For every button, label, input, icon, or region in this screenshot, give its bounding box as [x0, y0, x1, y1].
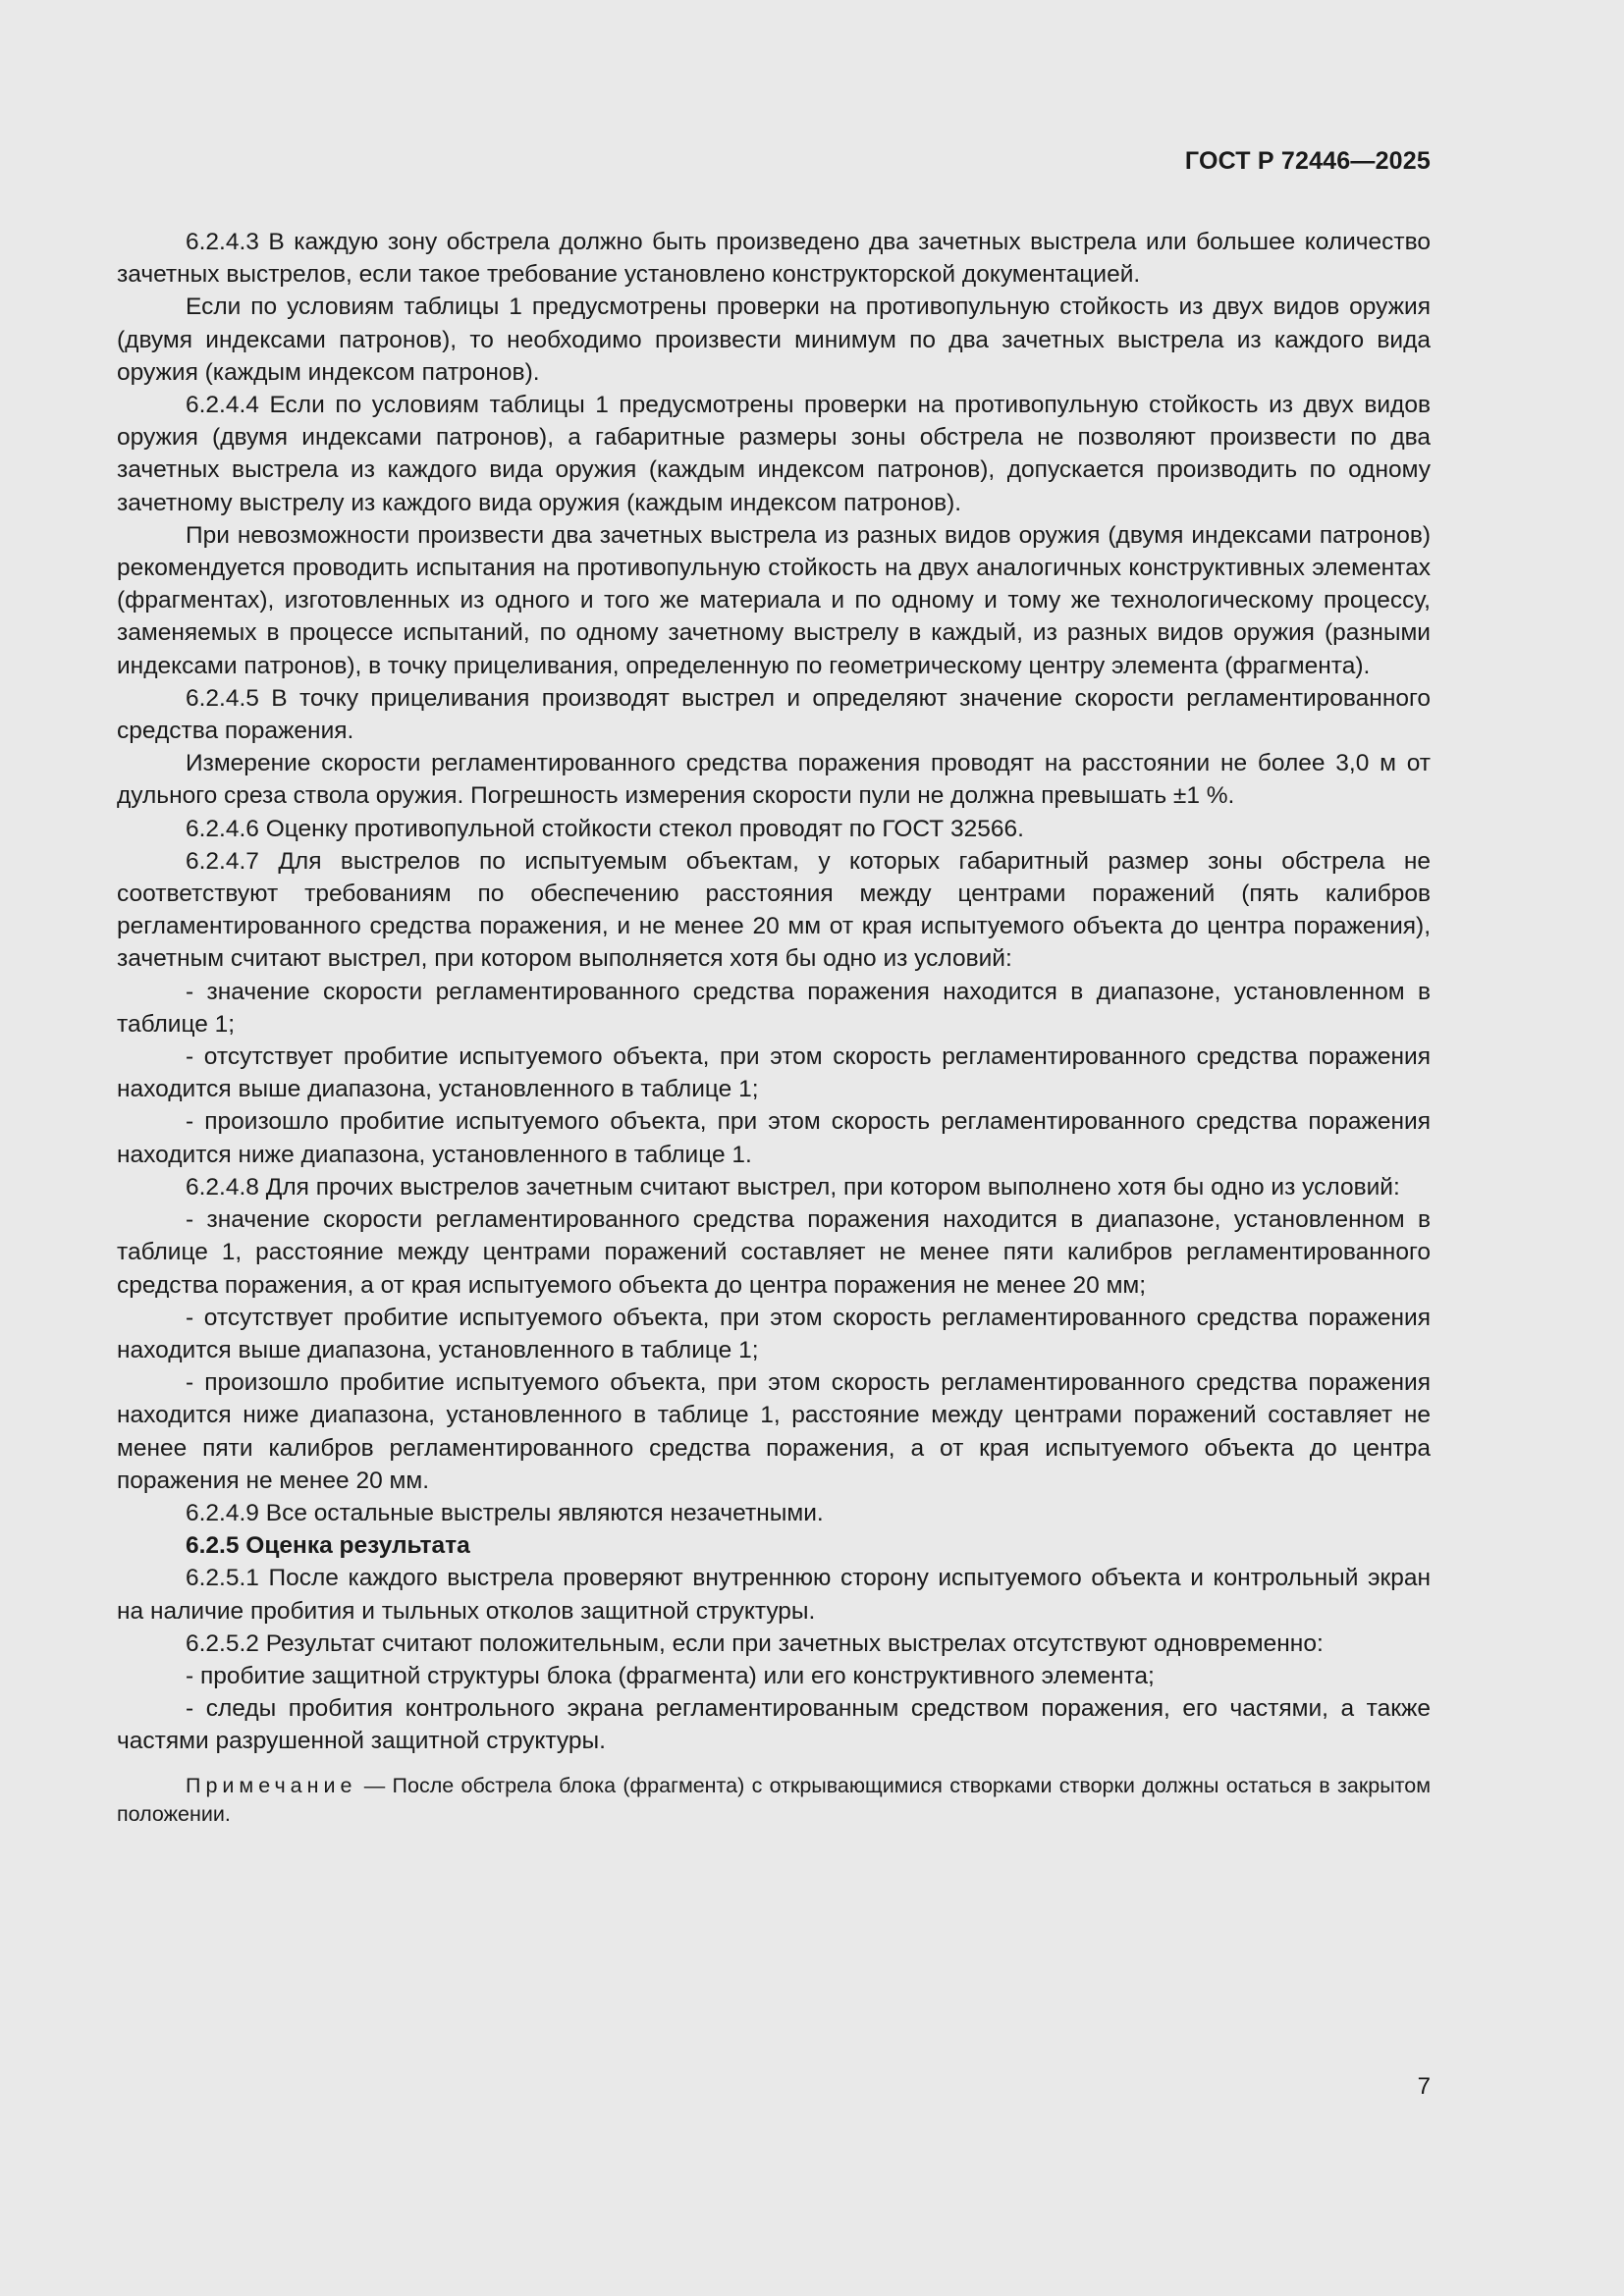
list-item: - значение скорости регламентированного средства поражения находится в диапазоне, установленном в таблице 1; — [117, 978, 1431, 1038]
document-id: ГОСТ Р 72446—2025 — [1184, 147, 1431, 175]
paragraph: 6.2.4.9 Все остальные выстрелы являются незачетными. — [186, 1499, 824, 1526]
document-body — [117, 226, 1431, 1829]
note-text: — После обстрела блока (фрагмента) с открывающимися створками створки должны остаться в закрытом положении. — [117, 1773, 1431, 1826]
list-item: - пробитие защитной структуры блока (фрагмента) или его конструктивного элемента; — [186, 1662, 1155, 1689]
paragraph: 6.2.4.8 Для прочих выстрелов зачетным считают выстрел, при котором выполнено хотя бы одно из условий: — [186, 1173, 1400, 1201]
paragraph: 6.2.5.1 После каждого выстрела проверяют внутреннюю сторону испытуемого объекта и контрольный экран на наличие пробития и тыльных отколов защитной структуры. — [117, 1565, 1431, 1625]
list-item: - произошло пробитие испытуемого объекта, при этом скорость регламентированного средства поражения находится ниже диапазона, установленного в таблице 1, расстояние между центрами поражений составляет не менее пяти калибров регламентированного средства поражения, а от края испытуемого объекта до центра поражения не менее 20 мм. — [117, 1369, 1431, 1494]
list-item: - произошло пробитие испытуемого объекта, при этом скорость регламентированного средства поражения находится ниже диапазона, установленного в таблице 1. — [117, 1108, 1431, 1168]
paragraph: При невозможности произвести два зачетных выстрела из разных видов оружия (двумя индексами патронов) рекомендуется проводить испытания на противопульную стойкость на двух аналогичных конструктивных элементах (фрагментах), изготовленных из одного и того же материала и по одному и тому же технологическому процессу, заменяемых в процессе испытаний, по одному зачетному выстрелу в каждый, из разных видов оружия (разными индексами патронов), в точку прицеливания, определенную по геометрическому центру элемента (фрагмента). — [117, 521, 1431, 679]
paragraph: 6.2.4.6 Оценку противопульной стойкости стекол проводят по ГОСТ 32566. — [186, 815, 1024, 842]
page-number: 7 — [1417, 2073, 1431, 2100]
note — [117, 1772, 1431, 1829]
paragraph: 6.2.4.5 В точку прицеливания производят выстрел и определяют значение скорости регламентированного средства поражения. — [117, 684, 1431, 745]
list-item: - значение скорости регламентированного средства поражения находится в диапазоне, установленном в таблице 1, расстояние между центрами поражений составляет не менее пяти калибров регламентированного средства поражения, а от края испытуемого объекта до центра поражения не менее 20 мм; — [117, 1206, 1431, 1299]
paragraph: 6.2.4.7 Для выстрелов по испытуемым объектам, у которых габаритный размер зоны обстрела не соответствуют требованиям по обеспечению расстояния между центрами поражений (пять калибров регламентированного средства поражения, и не менее 20 мм от края испытуемого объекта до центра поражения), зачетным считают выстрел, при котором выполняется хотя бы одно из условий: — [117, 847, 1431, 973]
note-label: Примечание — [186, 1773, 357, 1797]
paragraph: 6.2.4.3 В каждую зону обстрела должно быть произведено два зачетных выстрела или большее количество зачетных выстрелов, если такое требование установлено конструкторской документацией. — [117, 229, 1431, 289]
paragraph: 6.2.5.2 Результат считают положительным, если при зачетных выстрелах отсутствуют одновременно: — [186, 1629, 1324, 1657]
section-heading: 6.2.5 Оценка результата — [186, 1532, 470, 1560]
list-item: - следы пробития контрольного экрана регламентированным средством поражения, его частями, а также частями разрушенной защитной структуры. — [117, 1695, 1431, 1755]
paragraph: Если по условиям таблицы 1 предусмотрены проверки на противопульную стойкость из двух видов оружия (двумя индексами патронов), то необходимо произвести минимум по два зачетных выстрела из каждого вида оружия (каждым индексом патронов). — [117, 294, 1431, 386]
paragraph: Измерение скорости регламентированного средства поражения проводят на расстоянии не более 3,0 м от дульного среза ствола оружия. Погрешность измерения скорости пули не должна превышать ±1 %. — [117, 750, 1431, 810]
list-item: - отсутствует пробитие испытуемого объекта, при этом скорость регламентированного средства поражения находится выше диапазона, установленного в таблице 1; — [117, 1304, 1431, 1363]
paragraph: 6.2.4.4 Если по условиям таблицы 1 предусмотрены проверки на противопульную стойкость из двух видов оружия (двумя индексами патронов), а габаритные размеры зоны обстрела не позволяют произвести по два зачетных выстрела из каждого вида оружия (каждым индексом патронов), допускается производить по одному зачетному выстрелу из каждого вида оружия (каждым индексом патронов). — [117, 392, 1431, 516]
list-item: - отсутствует пробитие испытуемого объекта, при этом скорость регламентированного средства поражения находится выше диапазона, установленного в таблице 1; — [117, 1043, 1431, 1103]
